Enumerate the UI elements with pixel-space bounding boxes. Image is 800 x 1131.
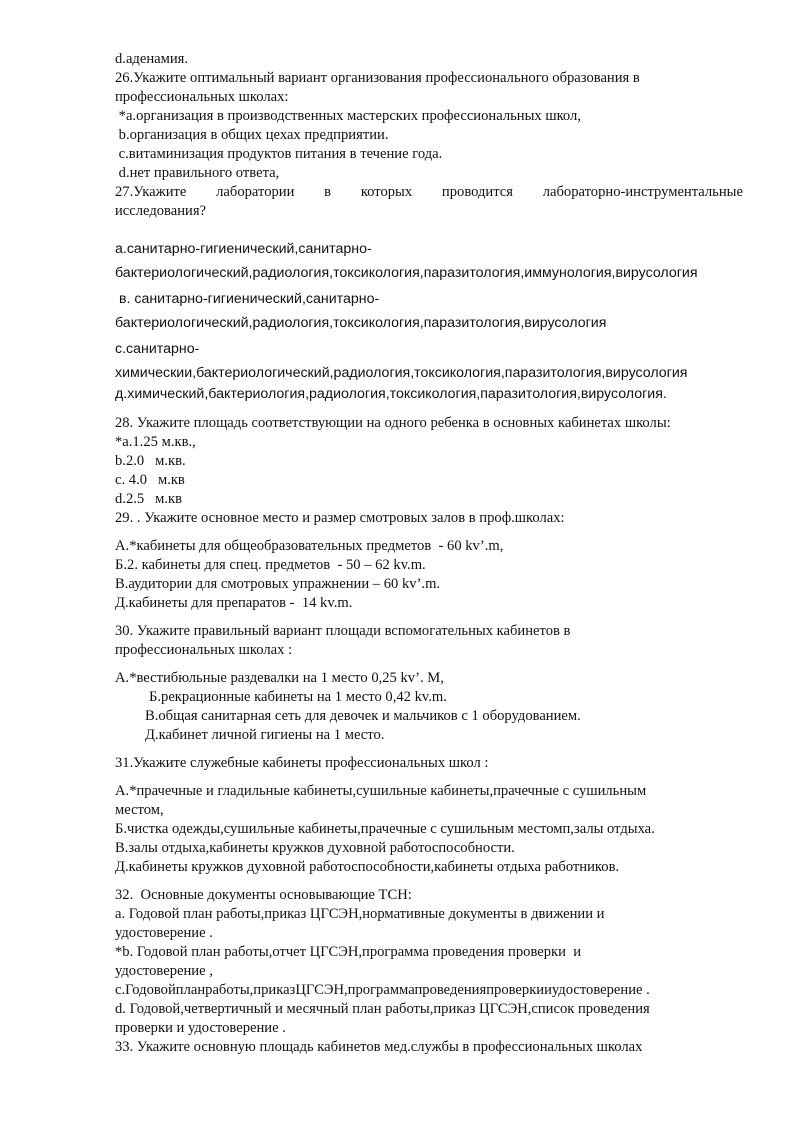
answer-option: c.Годовойпланработы,приказЦГСЭН,программапроведенияпроверкииудостоверение . (115, 982, 650, 998)
question-28-title: 28. Укажите площадь соответствующии на одного ребенка в основных кабинетах школы: (115, 415, 671, 431)
question-27-title (115, 183, 743, 202)
answer-option: c. 4.0 м.кв (115, 472, 185, 488)
text-line: профессиональных школах : (115, 642, 293, 658)
answer-option: В.залы отдыха,кабинеты кружков духовной работоспособности. (115, 840, 515, 856)
answer-option: c.витаминизация продуктов питания в течение года. (115, 146, 443, 162)
answer-option: бактериологический,радиология,токсикология,паразитология,иммунология,вирусология (115, 265, 698, 281)
answer-option: *a.организация в производственных мастерских профессиональных школ, (115, 108, 581, 124)
answer-option: Д.кабинеты для препаратов - 14 kv.m. (115, 595, 353, 611)
answer-option: b.организация в общих цехах предприятии. (115, 127, 389, 143)
answer-option: в. санитарно-гигиенический,санитарно- (115, 291, 380, 307)
answer-option: бактериологический,радиология,токсикология,паразитология,вирусология (115, 315, 607, 331)
text-line: проверки и удостоверение . (115, 1020, 286, 1036)
answer-option: Д.кабинеты кружков духовной работоспособности,кабинеты отдыха работников. (115, 859, 620, 875)
word: которых (360, 184, 413, 200)
word: проводится (441, 184, 513, 200)
answer-option: В.аудитории для смотровых упражнении – 60 kv’.m. (115, 576, 441, 592)
word: лаборатории (216, 184, 295, 200)
answer-option: *a.1.25 м.кв., (115, 434, 196, 450)
answer-option: A.*вестибюльные раздевалки на 1 место 0,25 kv’. M, (115, 670, 444, 686)
answer-option: c.санитарно- (115, 341, 200, 357)
answer-option: A.*кабинеты для общеобразовательных предметов - 60 kv’.m, (115, 538, 504, 554)
text-line: удостоверение , (115, 963, 213, 979)
answer-option: d.2.5 м.кв (115, 491, 182, 507)
text-line: местом, (115, 802, 164, 818)
answer-option: В.общая санитарная сеть для девочек и мальчиков с 1 оборудованием. (145, 708, 581, 724)
word: лабораторно-инструментальные (542, 184, 743, 200)
text-line: удостоверение . (115, 925, 213, 941)
answer-option: Б.рекрационные кабинеты на 1 место 0,42 kv.m. (149, 689, 447, 705)
word: 27.Укажите (115, 184, 187, 200)
answer-option: a. Годовой план работы,приказ ЦГСЭН,нормативные документы в движении и (115, 906, 605, 922)
question-31-title: 31.Укажите служебные кабинеты профессиональных школ : (115, 755, 489, 771)
answer-option: химическии,бактериологический,радиология,токсикология,паразитология,вирусология (115, 365, 688, 381)
answer-option: d. Годовой,четвертичный и месячный план работы,приказ ЦГСЭН,список проведения (115, 1001, 650, 1017)
answer-option: Б.2. кабинеты для спец. предметов - 50 – 62 kv.m. (115, 557, 426, 573)
answer-option: *b. Годовой план работы,отчет ЦГСЭН,программа проведения проверки и (115, 944, 582, 960)
question-33-title: 33. Укажите основную площадь кабинетов мед.службы в профессиональных школах (115, 1039, 643, 1055)
question-26-title: 26.Укажите оптимальный вариант организования профессионального образования в (115, 70, 640, 86)
answer-option: Б.чистка одежды,сушильные кабинеты,прачечные с сушильным местомп,залы отдыха. (115, 821, 655, 837)
text-line: исследования? (115, 203, 207, 219)
text-line: профессиональных школах: (115, 89, 289, 105)
word: в (324, 184, 332, 200)
answer-option: a.санитарно-гигиенический,санитарно- (115, 241, 372, 257)
question-30-title: 30. Укажите правильный вариант площади вспомогательных кабинетов в (115, 623, 571, 639)
answer-option: д.химический,бактериология,радиология,токсикология,паразитология,вирусология. (115, 386, 667, 402)
answer-option: Д.кабинет личной гигиены на 1 место. (145, 727, 385, 743)
question-32-title: 32. Основные документы основывающие ТСН: (115, 887, 412, 903)
answer-option: A.*прачечные и гладильные кабинеты,сушильные кабинеты,прачечные с сушильным (115, 783, 647, 799)
question-29-title: 29. . Укажите основное место и размер смотровых залов в проф.школах: (115, 510, 565, 526)
answer-option: b.2.0 м.кв. (115, 453, 186, 469)
text-line: d.аденамия. (115, 51, 189, 67)
answer-option: d.нет правильного ответа, (115, 165, 280, 181)
